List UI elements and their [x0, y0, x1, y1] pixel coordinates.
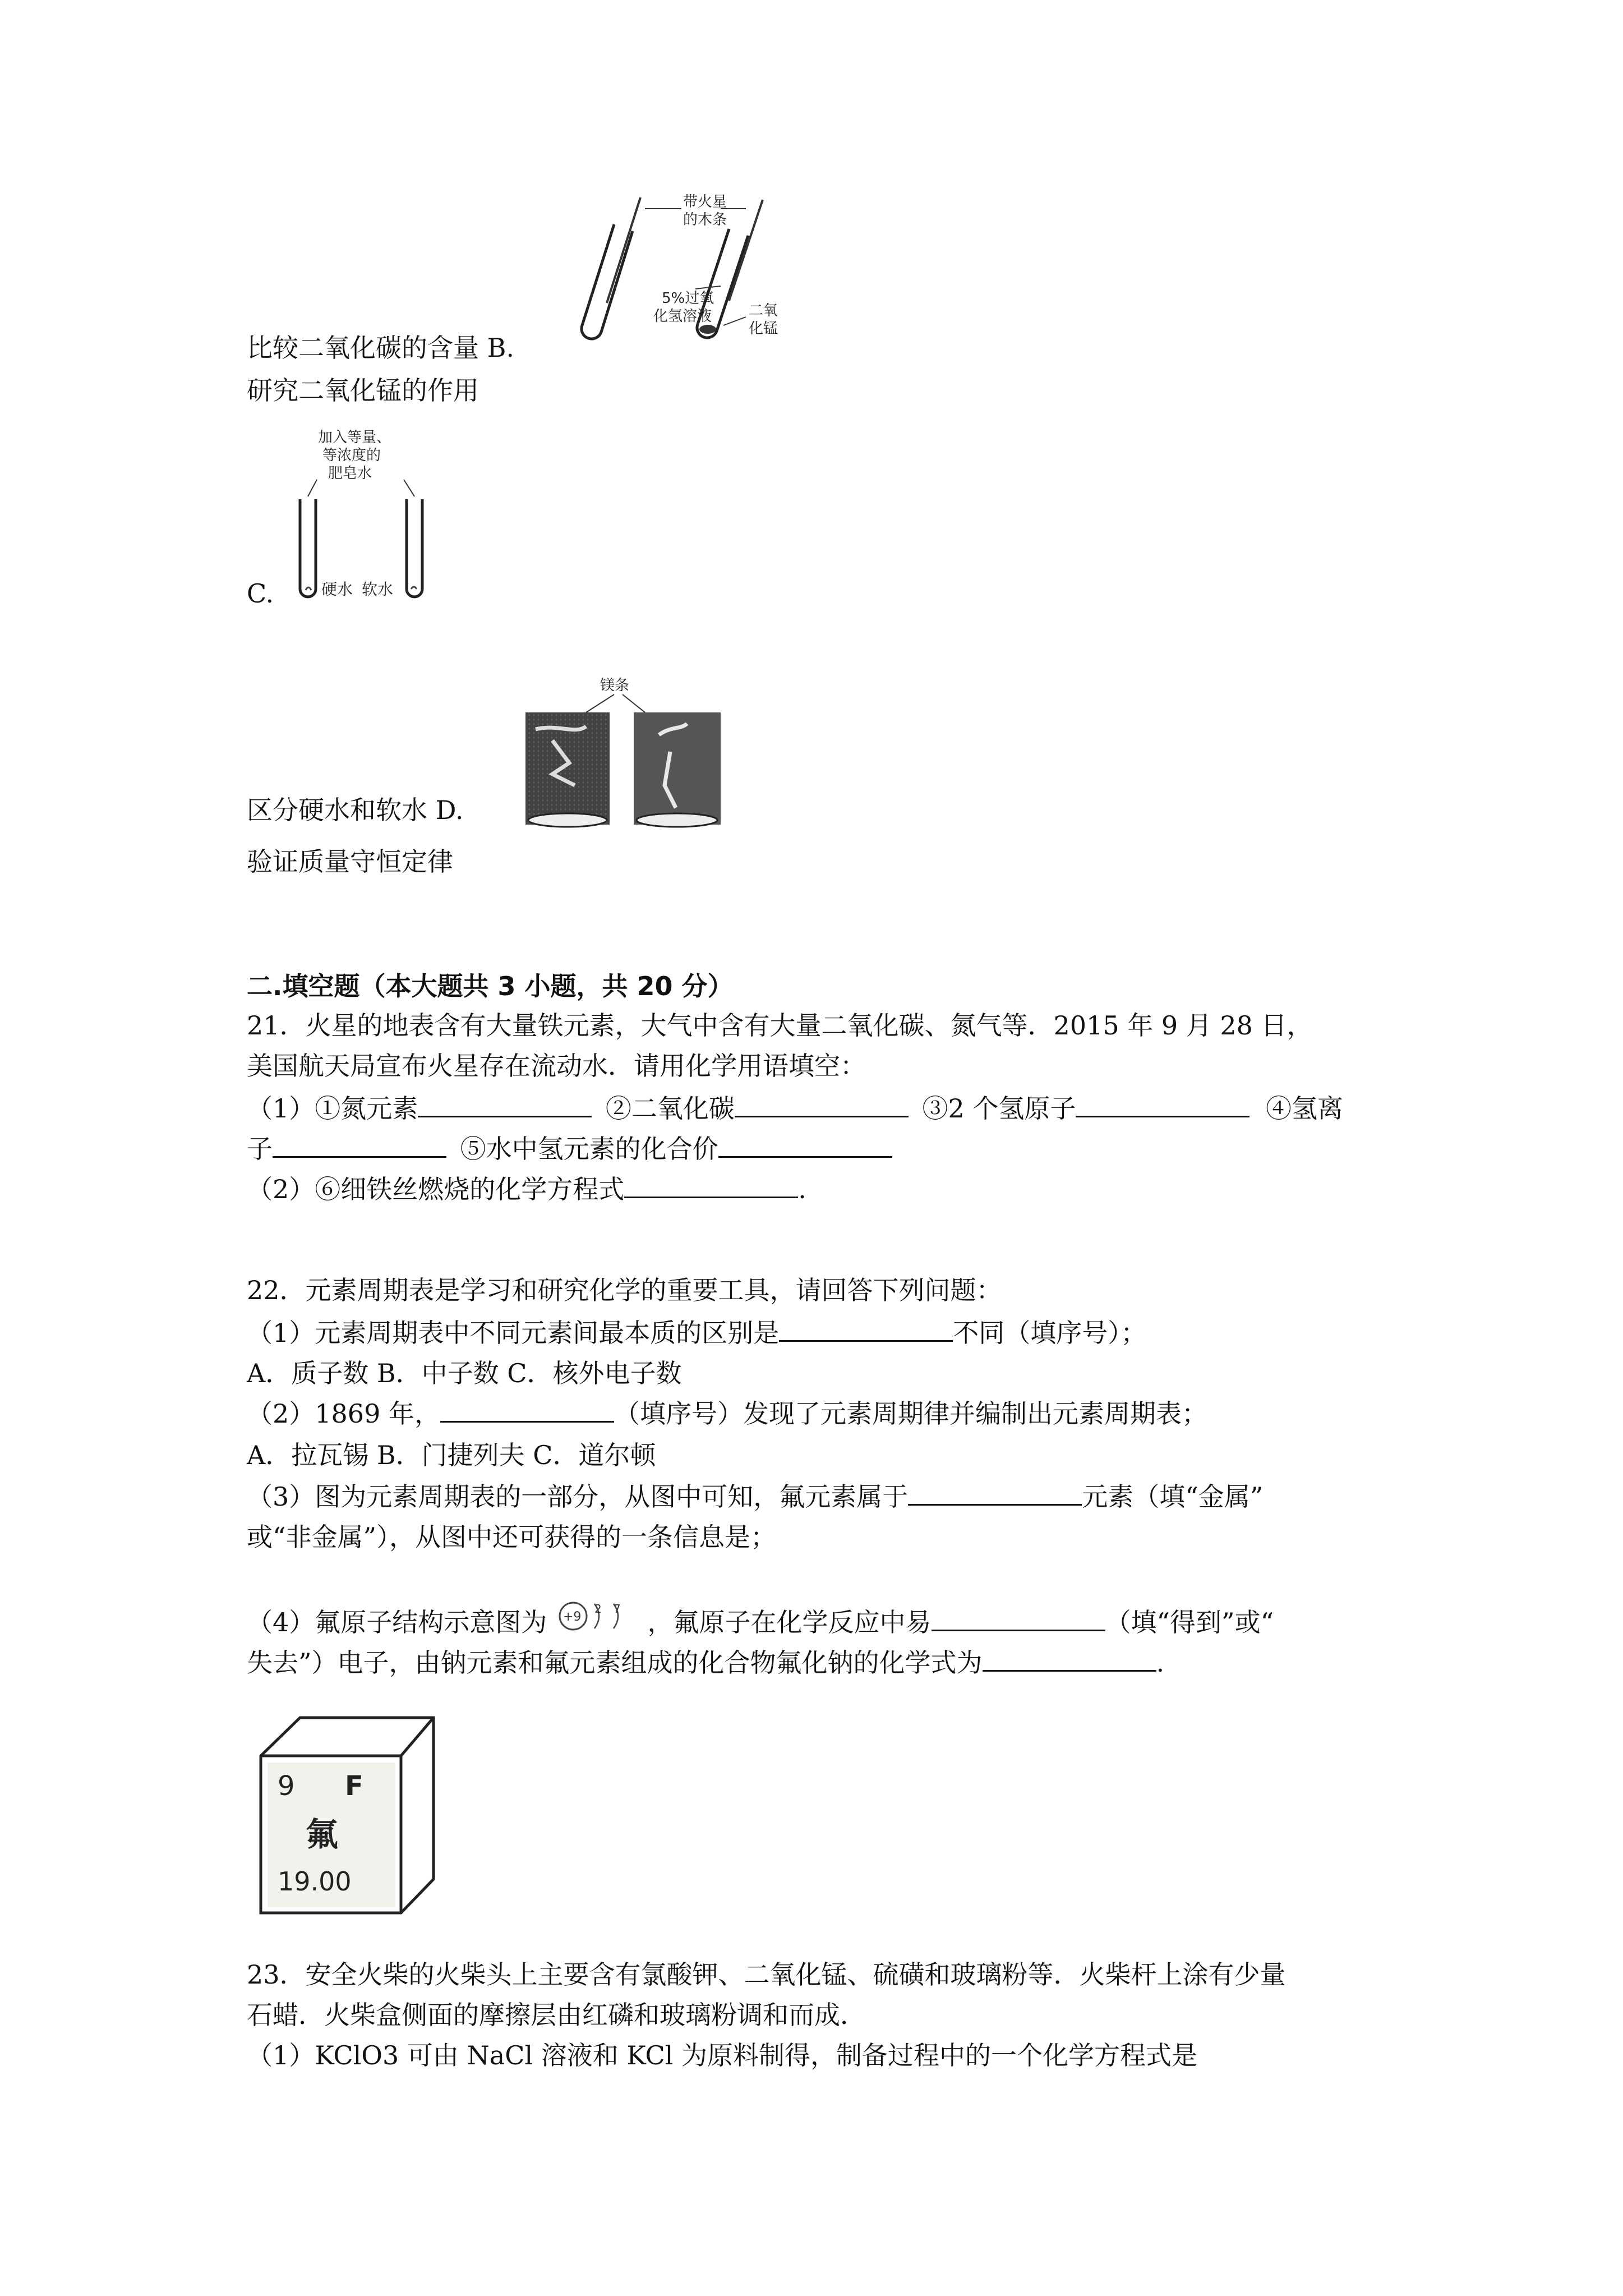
q22-p4-end: （填“得到”或“	[1105, 1607, 1274, 1637]
fluorine-element-cell	[255, 1711, 440, 1918]
fig-b-label-peroxide-2: 化氢溶液	[653, 308, 712, 325]
element-number: 9	[278, 1770, 295, 1802]
q21-part-1b	[247, 1133, 892, 1165]
figure-c-hard-soft-water	[283, 426, 446, 606]
q22-line-1: 22．元素周期表是学习和研究化学的重要工具，请回答下列问题：	[247, 1275, 1002, 1305]
q22-p3-end: 元素（填“金属”	[1082, 1481, 1264, 1512]
q22-blank-4[interactable]	[932, 1607, 1105, 1631]
q21-line-2: 美国航天局宣布火星存在流动水．请用化学用语填空：	[247, 1051, 866, 1081]
q22-part-4	[247, 1602, 1274, 1638]
q22-p5-text: 失去”）电子，由钠元素和氟元素组成的化合物氟化钠的化学式为	[247, 1648, 983, 1678]
q22-p1-text: （1）元素周期表中不同元素间最本质的区别是	[247, 1318, 780, 1348]
q21-hydrogen-atoms: ③2 个氢原子	[922, 1093, 1076, 1124]
q21-blank-1[interactable]	[418, 1093, 592, 1117]
q21-valence: ⑤水中氢元素的化合价	[460, 1134, 718, 1164]
q21-iron-equation: （2）⑥细铁丝燃烧的化学方程式	[247, 1174, 625, 1204]
atom-nucleus-charge: +9	[562, 1610, 582, 1624]
q21-part-1	[247, 1093, 1343, 1124]
q21-blank-3[interactable]	[1076, 1093, 1249, 1117]
q21-blank-6[interactable]	[624, 1174, 798, 1198]
q21-hydrogen-ion: ④氢离	[1266, 1093, 1344, 1124]
q21-period: .	[798, 1174, 806, 1204]
q21-blank-4[interactable]	[273, 1134, 446, 1158]
atom-shell-2-electrons: 7	[613, 1602, 621, 1616]
q22-part-3	[247, 1481, 1263, 1512]
fig-b-label-peroxide-1: 5%过氧	[662, 290, 714, 307]
q22-p2-end: （填序号）发现了元素周期律并编制出元素周期表；	[614, 1398, 1207, 1429]
option-b-text: 研究二氧化锰的作用	[247, 375, 479, 406]
q23-line-2: 石蜡．火柴盒侧面的摩擦层由红磷和玻璃粉调和而成．	[247, 2000, 866, 2030]
fig-b-label-splint-2: 的木条	[683, 211, 727, 228]
q21-blank-2[interactable]	[735, 1093, 909, 1117]
figure-b-manganese-dioxide-experiment	[561, 191, 808, 359]
fig-b-label-mno2-1: 二氧	[749, 302, 778, 319]
figure-d-magnesium-combustion	[519, 673, 732, 830]
q22-p3-text: （3）图为元素周期表的一部分，从图中可知，氟元素属于	[247, 1481, 909, 1512]
fig-c-label-soap-2: 等浓度的	[322, 447, 381, 464]
fig-d-label-magnesium: 镁条	[600, 677, 630, 694]
option-c-label: C.	[247, 578, 274, 609]
q21-ion-end: 子	[247, 1134, 273, 1164]
q22-part-5	[247, 1647, 1164, 1678]
option-c-text: 区分硬水和软水 D.	[247, 795, 464, 825]
fig-c-label-soft-water: 软水	[362, 580, 394, 599]
option-a-text-end: 比较二氧化碳的含量 B.	[247, 333, 515, 363]
fluorine-atom-diagram	[555, 1599, 639, 1633]
q22-p4-text: （4）氟原子结构示意图为	[247, 1607, 547, 1637]
atom-shell-1-electrons: 2	[594, 1602, 602, 1616]
fig-c-label-soap-1: 加入等量、	[318, 429, 391, 446]
fig-c-label-soap-3: 肥皂水	[328, 465, 372, 482]
element-name: 氟	[306, 1815, 339, 1853]
q21-blank-5[interactable]	[718, 1134, 892, 1158]
q23-line-1: 23．安全火柴的火柴头上主要含有氯酸钾、二氧化锰、硫磺和玻璃粉等．火柴杆上涂有少量	[247, 1959, 1286, 1990]
q22-p2-text: （2）1869 年，	[247, 1398, 440, 1429]
q22-p1-end: 不同（填序号）；	[953, 1318, 1147, 1348]
q22-options-2: A．拉瓦锡 B．门捷列夫 C．道尔顿	[247, 1440, 656, 1470]
q22-p4-mid: ，氟原子在化学反应中易	[647, 1607, 932, 1637]
q22-part-3b: 或“非金属”），从图中还可获得的一条信息是；	[247, 1522, 777, 1552]
q21-line-1: 21．火星的地表含有大量铁元素，大气中含有大量二氧化碳、氮气等．2015 年 9 月 28 日，	[247, 1010, 1313, 1041]
element-symbol: F	[345, 1770, 363, 1802]
option-d-text: 验证质量守恒定律	[247, 846, 453, 877]
q21-part-2	[247, 1174, 806, 1205]
q22-blank-3[interactable]	[908, 1481, 1082, 1506]
q22-blank-1[interactable]	[779, 1318, 953, 1342]
q22-part-2	[247, 1398, 1207, 1429]
q22-blank-5[interactable]	[983, 1648, 1156, 1672]
fig-b-label-splint-1: 带火星	[683, 194, 727, 210]
q22-part-1	[247, 1317, 1146, 1349]
q21-carbon-dioxide: ②二氧化碳	[605, 1093, 735, 1124]
q22-options-1: A．质子数 B．中子数 C．核外电子数	[247, 1358, 682, 1388]
fig-b-label-mno2-2: 化锰	[749, 320, 778, 337]
element-mass: 19.00	[278, 1866, 352, 1897]
section-2-heading: 二.填空题（本大题共 3 小题，共 20 分）	[247, 971, 734, 1001]
q22-blank-2[interactable]	[440, 1398, 614, 1423]
q22-p5-end: .	[1156, 1648, 1165, 1678]
fig-c-label-hard-water: 硬水	[321, 580, 353, 599]
q23-part-1: （1）KClO3 可由 NaCl 溶液和 KCl 为原料制得，制备过程中的一个化学方程式是	[247, 2040, 1198, 2070]
q21-nitrogen-element: （1）①氮元素	[247, 1093, 418, 1124]
